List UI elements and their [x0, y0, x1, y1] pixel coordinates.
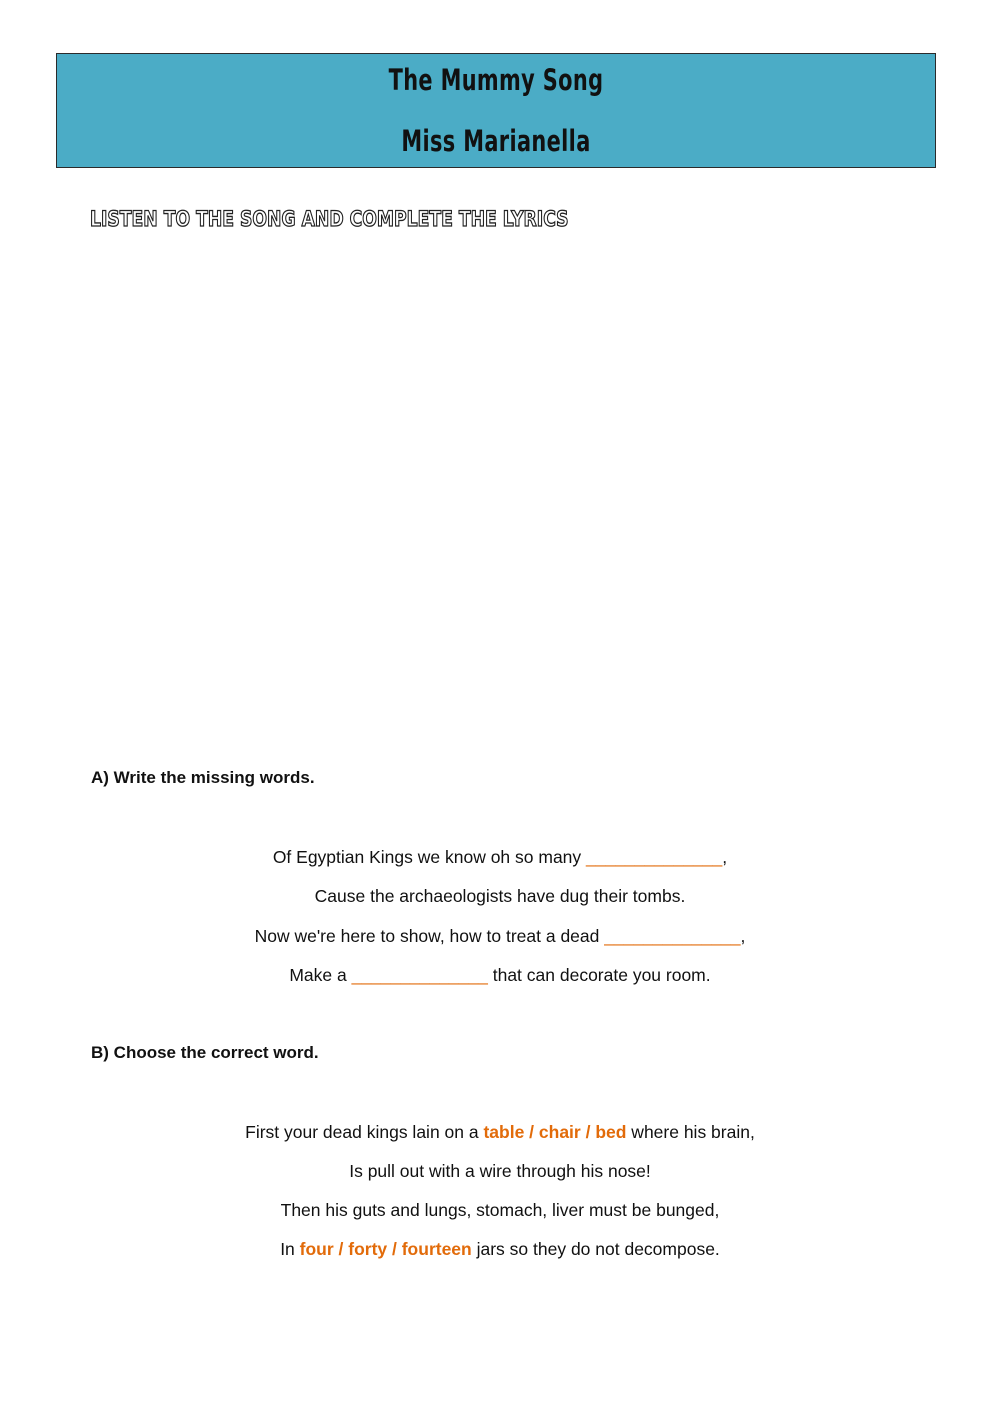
- lyric-line: [0, 1122, 1000, 1143]
- lyric-text: Then his guts and lungs, stomach, liver must be bunged,: [280, 1200, 720, 1220]
- lyric-text: First your dead kings lain on a: [245, 1122, 484, 1142]
- lyric-line: [0, 1239, 1000, 1260]
- lyric-text: ,: [722, 847, 728, 867]
- lyric-text: Make a: [289, 965, 352, 985]
- lyric-text: Of Egyptian Kings we know oh so many: [272, 847, 587, 867]
- answer-blank[interactable]: ______________: [604, 926, 741, 946]
- lyric-line: [0, 1161, 1000, 1182]
- lyric-text: where his brain,: [626, 1122, 755, 1142]
- lyric-text: ,: [740, 926, 746, 946]
- lyric-text: jars so they do not decompose.: [471, 1239, 720, 1259]
- lyric-line: [0, 965, 1000, 986]
- lyric-line: [0, 847, 1000, 868]
- lyric-text: Now we're here to show, how to treat a dead: [254, 926, 605, 946]
- answer-blank[interactable]: ______________: [586, 847, 723, 867]
- lyric-text: In: [280, 1239, 300, 1259]
- lyric-line: [0, 926, 1000, 947]
- lyric-line: [0, 886, 1000, 907]
- page-title: The Mummy Song: [388, 63, 604, 97]
- title-banner: [56, 53, 936, 168]
- instruction-text: LISTEN TO THE SONG AND COMPLETE THE LYRICS: [90, 207, 569, 231]
- lyric-text: Is pull out with a wire through his nose!: [349, 1161, 651, 1181]
- lyric-text: that can decorate you room.: [487, 965, 711, 985]
- lyric-text: Cause the archaeologists have dug their tombs.: [314, 886, 686, 906]
- answer-blank[interactable]: ______________: [351, 965, 488, 985]
- section-a-heading: A) Write the missing words.: [91, 768, 315, 787]
- section-b-heading: B) Choose the correct word.: [91, 1043, 319, 1062]
- author-name: Miss Marianella: [401, 124, 591, 158]
- word-choice[interactable]: four / forty / fourteen: [299, 1239, 472, 1259]
- word-choice[interactable]: table / chair / bed: [483, 1122, 627, 1142]
- lyric-line: [0, 1200, 1000, 1221]
